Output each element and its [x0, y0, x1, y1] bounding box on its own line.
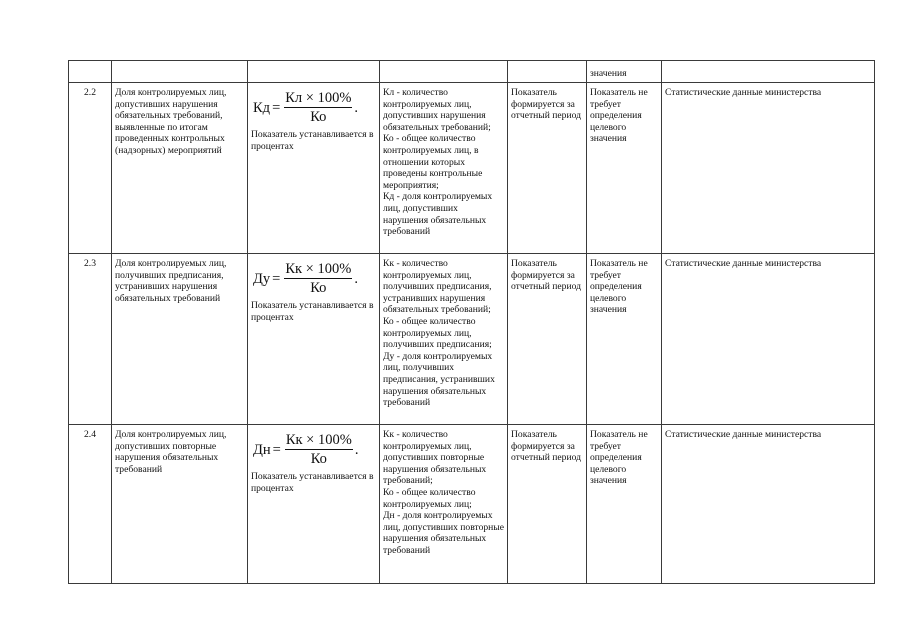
cell-empty [380, 61, 508, 83]
formula-end: . [354, 99, 359, 116]
formula-lhs: Кд [253, 99, 271, 116]
cell-empty [112, 61, 248, 83]
formula-eq: = [272, 99, 281, 116]
formula-note: Показатель устанавливается в процентах [251, 129, 374, 152]
definitions: Кл - количество контролируемых лиц, допустивших нарушения обязательных требований; Ко - общее количество контролируемых лиц, в отношении которых проведены контрольные мероприятия; Кд - доля контролируемых лиц, допустивших нарушения обязательных требований [380, 83, 508, 254]
formula-lhs: Ду [253, 270, 271, 287]
cell-empty [248, 61, 380, 83]
formula-denominator: Ко [310, 451, 327, 467]
table-row [69, 83, 875, 254]
target: Показатель не требует определения целевого значения [587, 254, 662, 425]
formula-end: . [354, 270, 358, 287]
formula [253, 261, 376, 296]
source: Статистические данные министерства [662, 425, 875, 584]
cell-target-continued: значения [587, 61, 662, 83]
period: Показатель формируется за отчетный период [508, 254, 587, 425]
period: Показатель формируется за отчетный период [508, 425, 587, 584]
row-number: 2.4 [69, 425, 112, 584]
source: Статистические данные министерства [662, 254, 875, 425]
formula-fraction [284, 90, 352, 125]
target: Показатель не требует определения целевого значения [587, 83, 662, 254]
formula-numerator: Кл × 100% [285, 90, 352, 106]
formula-note: Показатель устанавливается в процентах [251, 300, 374, 323]
indicator-name: Доля контролируемых лиц, допустивших нарушения обязательных требований, выявленные по итогам проведенных контрольных (надзорных) мероприятий [112, 83, 248, 254]
row-number: 2.3 [69, 254, 112, 425]
formula-end: . [354, 441, 359, 458]
formula-lhs: Дн [253, 441, 271, 458]
formula [253, 90, 376, 125]
formula-note: Показатель устанавливается в процентах [251, 471, 374, 494]
target: Показатель не требует определения целевого значения [587, 425, 662, 584]
indicators-table [68, 60, 875, 584]
row-number: 2.2 [69, 83, 112, 254]
formula-eq: = [272, 441, 281, 458]
table-row-continued [69, 61, 875, 83]
formula-denominator: Ко [310, 109, 327, 125]
indicator-name: Доля контролируемых лиц, допустивших повторные нарушения обязательных требований [112, 425, 248, 584]
period: Показатель формируется за отчетный период [508, 83, 587, 254]
formula-numerator: Кк × 100% [285, 261, 352, 277]
indicator-name: Доля контролируемых лиц, получивших предписания, устранивших нарушения обязательных требований [112, 254, 248, 425]
definitions: Кк - количество контролируемых лиц, допустивших повторные нарушения обязательных требований; Ко - общее количество контролируемых лиц; Дн - доля контролируемых лиц, допустивших повторные нарушения обязательных требований [380, 425, 508, 584]
formula-cell [248, 254, 380, 425]
formula [253, 432, 376, 467]
formula-denominator: Ко [310, 280, 327, 296]
cell-empty [69, 61, 112, 83]
table-row [69, 254, 875, 425]
source: Статистические данные министерства [662, 83, 875, 254]
formula-numerator: Кк × 100% [285, 432, 352, 448]
cell-empty [662, 61, 875, 83]
cell-empty [508, 61, 587, 83]
formula-cell [248, 83, 380, 254]
table-row [69, 425, 875, 584]
definitions: Кк - количество контролируемых лиц, получивших предписания, устранивших нарушения обязательных требований; Ко - общее количество контролируемых лиц, получивших предписания; Ду - доля контролируемых лиц, получивших предписания, устранивших нарушения обязательных требований [380, 254, 508, 425]
formula-fraction [285, 432, 353, 467]
formula-cell [248, 425, 380, 584]
formula-fraction [284, 261, 352, 296]
formula-eq: = [272, 270, 281, 287]
